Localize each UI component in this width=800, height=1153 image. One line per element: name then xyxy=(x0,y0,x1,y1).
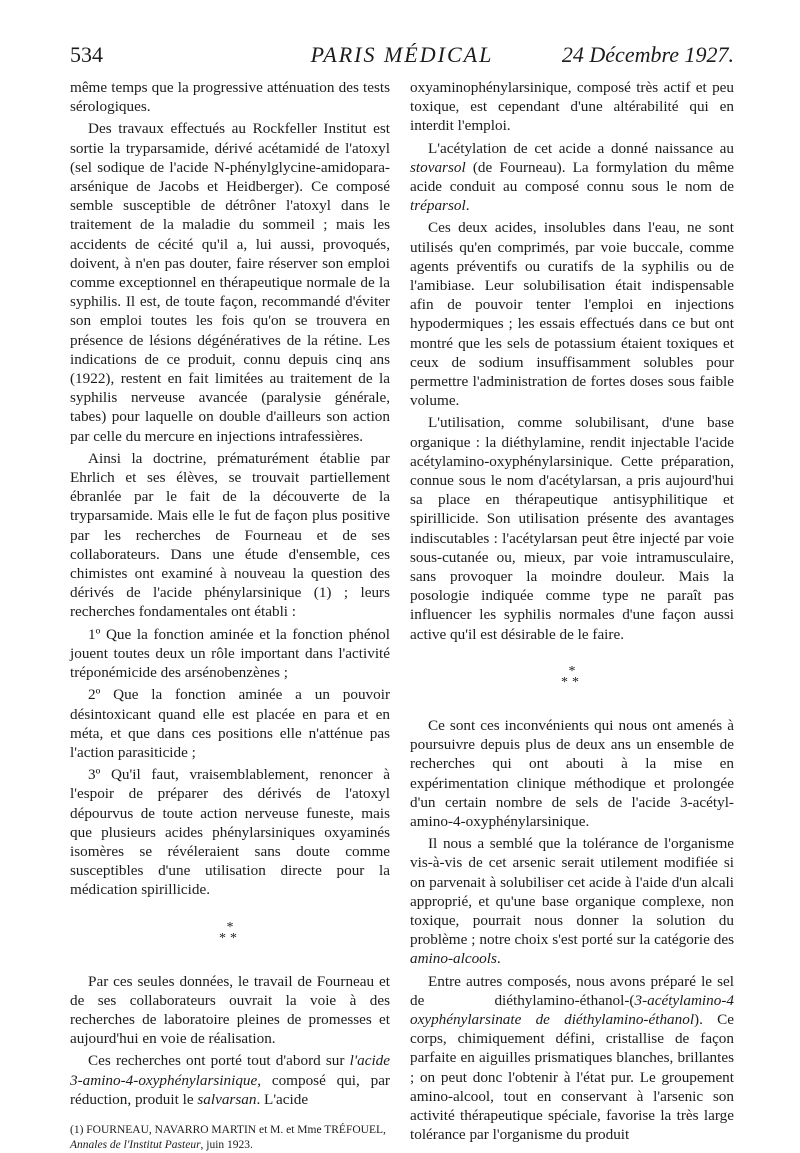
paragraph: Ainsi la doctrine, prématurément établie par Ehrlich et ses élèves, se trouvait partiellement ébranlée par le fait de la découverte de la tryparsamide. Mais elle le fut de façon plus positive par les recherches de Fourneau et de ses collaborateurs. Dans une étude d'ensemble, ces chimistes ont examiné à nouveau la question des dérivés de l'acide phénylarsinique (1) ; leurs recherches fondamentales ont établi : xyxy=(70,449,390,621)
paragraph: 2º Que la fonction aminée a un pouvoir désintoxicant quand elle est placée en para et en méta, et que dans ces positions elle n'atténue pas l'action parasiticide ; xyxy=(70,686,390,761)
compound-name: stovarsol xyxy=(410,158,466,176)
paragraph: Par ces seules données, le travail de Fourneau et de ses collaborateurs ouvrait la voie à des recherches de laboratoire pleines de promesses et aujourd'hui en voie de réalisation. xyxy=(70,972,390,1048)
paragraph: L'utilisation, comme solubilisant, d'une base organique : la diéthylamine, rendit injectable l'acide acétylamino-oxyphénylarsinique. Cette préparation, connue sous le nom d'acétylarsan, a pris aujourd'hui sa place en thérapeutique antisyphilitique et spirillicide. Son utilisation présente des avantages indiscutables : l'acétylarsan peut être injecté par voie sous-cutanée ou, mieux, par voie intramusculaire, sans provoquer la moindre douleur. Mais la posologie indiquée comme type ne paraît pas influencer les syphilis normales d'une façon aussi active qu'il est désirable de le faire. xyxy=(410,414,734,643)
paragraph: 1º Que la fonction aminée et la fonction phénol jouent toutes deux un rôle important dans l'activité tréponémicide des arsénobenzènes ; xyxy=(70,625,390,682)
journal-title: PARIS MÉDICAL xyxy=(310,42,494,67)
compound-name: 3-acétylamino-4 oxyphénylarsinate de diéthylamino-éthanol xyxy=(410,991,734,1028)
section-separator: * ** xyxy=(561,663,583,690)
paragraph: Ce sont ces inconvénients qui nous ont amenés à poursuivre depuis plus de deux ans un ensemble de recherches qui ont abouti à la mise en expérimentation clinique méthodique et prolongée d'un certain nombre de sels de l'acide 3-acétyl-amino-4-oxyphénylarsinique. xyxy=(410,716,734,830)
footnote: (1) FOURNEAU, NAVARRO MARTIN et M. et Mme TRÉFOUEL, Annales de l'Institut Pasteur, juin 1923. xyxy=(70,1123,386,1151)
paragraph: même temps que la progressive atténuation des tests sérologiques. xyxy=(70,79,390,116)
compound-name: l'acide 3-amino-4-oxyphénylarsinique xyxy=(70,1052,390,1089)
paragraph: Entre autres composés, nous avons préparé le sel de diéthylamino-éthanol-(3-acétylamino-4 oxyphénylarsinate de diéthylamino-éthanol). Ce corps, chimiquement défini, cristallise de façon parfaite en aiguilles prismatiques blanches, brillantes ; on peut donc l'obtenir à l'état pur. Le groupement amino-alcool, tout en conservant à l'arsenic son activité thérapeutique spéciale, favorise la très large tolérance par l'organisme du produit xyxy=(410,972,734,1144)
paragraph: Il nous a semblé que la tolérance de l'organisme vis-à-vis de cet arsenic serait utilement modifiée si on parvenait à solubiliser cet acide à l'aide d'un alcali approprié, et qu'une base organique complexe, non toxique, pourrait nous donner la solution du problème ; notre choix s'est porté sur la catégorie des amino-alcools. xyxy=(410,835,734,968)
paragraph: Ces deux acides, insolubles dans l'eau, ne sont utilisés qu'en comprimés, par voie buccale, comme agents préventifs ou curatifs de la syphilis ou de l'amibiase. Leur solubilisation était indispensable afin de pouvoir tenter l'emploi en injections hypodermiques ; les essais effectués dans ce but ont montré que les sels de potassium étaient toxiques et ceux de sodium insuffisamment solubles pour permettre l'administration de fortes doses sous faible volume. xyxy=(410,219,734,410)
section-separator: * ** xyxy=(219,919,241,946)
paragraph: 3º Qu'il faut, vraisemblablement, renoncer à l'espoir de préparer des dérivés de l'atoxyl dépourvus de toute action nerveuse funeste, mais que plusieurs acides phénylarsiniques oxyaminés isomères se révéleraient sans doute comme susceptibles d'une utilisation directe pour la médication spirillicide. xyxy=(70,766,390,899)
paragraph: L'acétylation de cet acide a donné naissance au stovarsol (de Fourneau). La formylation du même acide conduit au composé connu sous le nom de tréparsol. xyxy=(410,139,734,215)
paragraph: oxyaminophénylarsinique, composé très actif et peu toxique, est cependant d'une altérabilité qui en interdit l'emploi. xyxy=(410,79,734,135)
right-column xyxy=(410,78,734,1147)
compound-name: salvarsan xyxy=(197,1090,257,1108)
page-header xyxy=(70,42,734,72)
left-column xyxy=(70,78,390,1153)
issue-date: 24 Décembre 1927. xyxy=(561,42,734,67)
compound-class: amino-alcools xyxy=(410,950,497,968)
compound-name: tréparsol xyxy=(410,197,466,215)
paragraph: Des travaux effectués au Rockfeller Institut est sortie la tryparsamide, dérivé acétamidé de l'atoxyl (sel sodique de l'acide N-phénylglycine-amidopara-arsénique de Jacobs et Heidberger). Ce composé semble susceptible de détrôner l'atoxyl dans le traitement de la maladie du sommeil ; mais les accidents de cécité qu'il a, lui aussi, provoqués, doivent, à n'en pas douter, faire réserver son emploi comme exceptionnel en thérapeutique normale de la syphilis. Il est, de toute façon, recommandé d'éviter son emploi toutes les fois qu'on se trouvera en présence de lésions dégénératives de la rétine. Les indications de ce produit, connu depuis cinq ans (1922), restent en fait limitées au traitement de la syphilis nerveuse avancée (paralysie générale, tabes) pour laquelle on double d'ailleurs son action par celle du mercure en injections intrafessières. xyxy=(70,120,390,445)
page-number: 534 xyxy=(70,42,103,67)
paragraph: Ces recherches ont porté tout d'abord sur l'acide 3-amino-4-oxyphénylarsinique, composé qui, par réduction, produit le salvarsan. L'acide xyxy=(70,1052,390,1108)
